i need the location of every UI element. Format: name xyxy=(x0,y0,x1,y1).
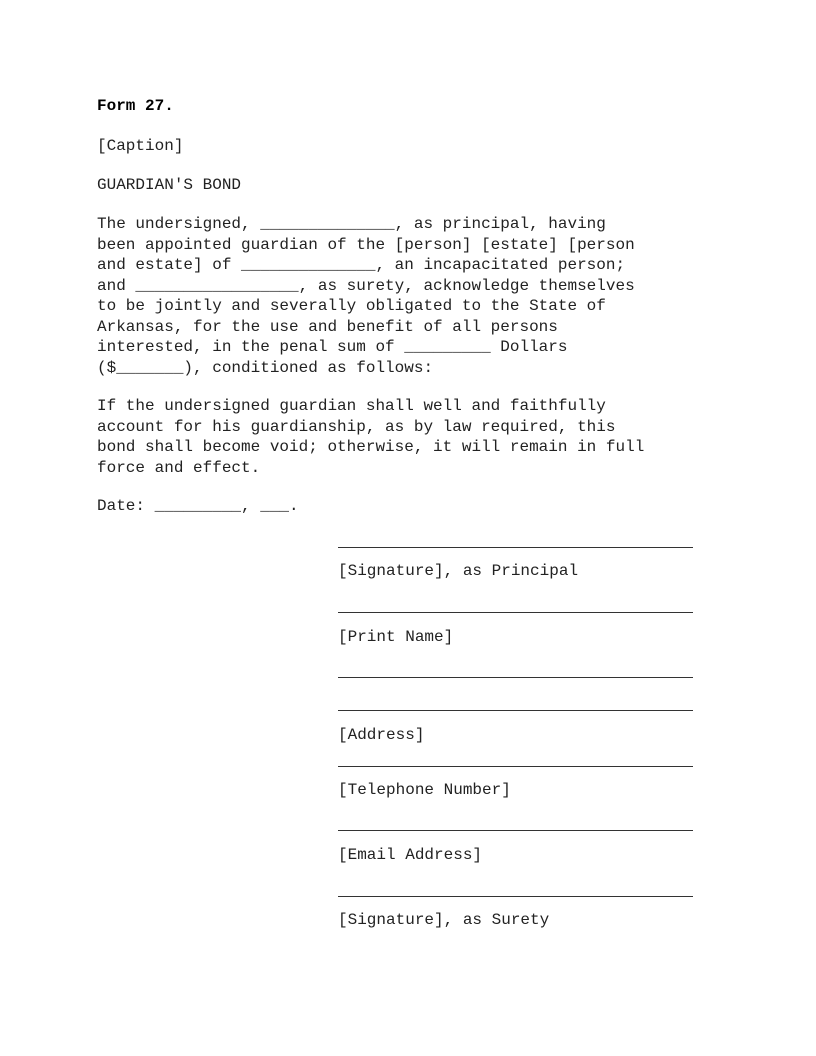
principal-signature-label: [Signature], as Principal xyxy=(338,562,579,580)
surety-signature-label: [Signature], as Surety xyxy=(338,911,550,929)
form-title: Form 27. xyxy=(97,97,174,115)
address-label: [Address] xyxy=(338,726,425,744)
address-line-2 xyxy=(338,710,693,711)
date-line: Date: _________, ___. xyxy=(97,497,299,515)
telephone-label: [Telephone Number] xyxy=(338,781,511,799)
bond-condition-paragraph: If the undersigned guardian shall well and faithfully account for his guardianship, as by law required, this bond shall become void; otherwise, it will remain in full force and effect. xyxy=(97,397,645,477)
email-label: [Email Address] xyxy=(338,846,483,864)
address-line-1 xyxy=(338,677,693,678)
telephone-line xyxy=(338,766,693,767)
document-heading: GUARDIAN'S BOND xyxy=(97,176,242,194)
print-name-label: [Print Name] xyxy=(338,628,454,646)
email-line xyxy=(338,830,693,831)
surety-signature-line xyxy=(338,896,693,897)
print-name-line xyxy=(338,612,693,613)
principal-signature-line xyxy=(338,547,693,548)
caption-placeholder: [Caption] xyxy=(97,137,184,155)
bond-obligation-paragraph: The undersigned, ______________, as principal, having been appointed guardian of the [person] [estate] [person and estate] of ______________, an incapacitated person; and _________________, as surety, acknowledge themselves to be jointly and severally obligated to the State of Arkansas, for the use and benefit of all persons interested, in the penal sum of _________ Dollars ($_______), conditioned as follows: xyxy=(97,215,635,377)
